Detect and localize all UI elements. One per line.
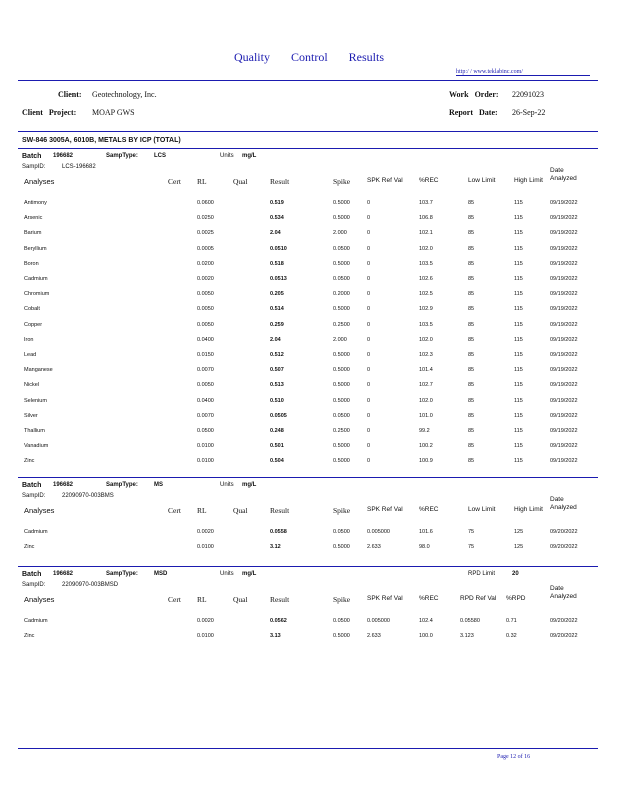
table-cell-rpd: 0.32	[506, 633, 517, 639]
units-label: Units	[220, 571, 234, 577]
column-header-date: Date	[550, 167, 564, 174]
project-value: MOAP GWS	[92, 108, 135, 117]
table-cell-rpd-ref-val: 3.123	[460, 633, 474, 639]
table-cell-spike: 0.5000	[333, 352, 350, 358]
column-header-rec: %REC	[419, 506, 439, 513]
sampid-value: LCS-196682	[62, 164, 96, 170]
table-cell-rl: 0.0250	[197, 215, 214, 222]
table-cell-result: 0.514	[270, 306, 284, 313]
table-cell-spike: 0.0500	[333, 412, 350, 419]
table-cell-spike: 0.2500	[333, 321, 350, 328]
table-cell-spike: 0.5000	[333, 215, 350, 222]
column-header-cert: Cert	[168, 177, 181, 186]
table-cell-result: 3.13	[270, 633, 281, 639]
column-header-analyses: Analyses	[24, 506, 55, 515]
table-cell-result: 2.04	[270, 336, 281, 343]
table-cell-low-limit: 85	[468, 260, 475, 267]
column-header-rl: RL	[197, 506, 207, 515]
table-cell-spk-ref-val: 0	[367, 230, 371, 237]
table-cell-date-analyzed: 09/19/2022	[550, 260, 578, 267]
table-cell-rl: 0.0050	[197, 382, 214, 389]
table-cell-spk-ref-val: 0	[367, 291, 371, 298]
table-cell-rec: 102.3	[419, 352, 433, 358]
divider	[18, 131, 598, 132]
table-cell-low-limit: 85	[468, 397, 475, 404]
table-cell-low-limit: 75	[468, 544, 475, 550]
table-cell-spk-ref-val: 0	[367, 306, 371, 313]
table-cell-analyte: Cobalt	[24, 306, 40, 313]
table-cell-result: 2.04	[270, 230, 281, 237]
samptype-value: MSD	[154, 571, 168, 577]
samptype-label: SampType:	[106, 153, 138, 159]
column-header-date: Date	[550, 496, 564, 503]
table-cell-high-limit: 115	[514, 245, 523, 252]
rpd-limit-label: RPD Limit	[468, 571, 496, 577]
table-cell-spike: 2.000	[333, 336, 347, 343]
table-cell-analyte: Barium	[24, 230, 42, 237]
table-cell-spike: 0.5000	[333, 200, 350, 206]
table-cell-date-analyzed: 09/20/2022	[550, 544, 578, 550]
table-cell-result: 0.0562	[270, 618, 287, 624]
table-cell-low-limit: 85	[468, 245, 475, 252]
divider	[18, 748, 598, 749]
table-cell-low-limit: 85	[468, 352, 475, 358]
table-cell-analyte: Vanadium	[24, 443, 49, 450]
column-header-analyzed: Analyzed	[550, 593, 577, 600]
table-cell-spk-ref-val: 0.005000	[367, 529, 390, 535]
table-cell-date-analyzed: 09/19/2022	[550, 230, 578, 237]
table-cell-rec: 101.6	[419, 529, 433, 535]
column-header-rl: RL	[197, 177, 207, 186]
column-header-result: Result	[270, 595, 290, 604]
table-cell-analyte: Zinc	[24, 458, 35, 465]
table-cell-low-limit: 85	[468, 291, 475, 298]
column-header-spk-ref-val: SPK Ref Val	[367, 595, 403, 602]
samptype-value: LCS	[154, 153, 166, 159]
table-cell-date-analyzed: 09/19/2022	[550, 336, 578, 343]
table-cell-spike: 0.2500	[333, 428, 350, 434]
title-word: Results	[348, 50, 384, 64]
table-cell-low-limit: 85	[468, 276, 475, 282]
table-cell-rpd-ref-val: 0.05580	[460, 618, 480, 624]
table-cell-result: 0.519	[270, 200, 284, 206]
column-header-rpd: %RPD	[506, 595, 526, 602]
table-cell-date-analyzed: 09/19/2022	[550, 306, 578, 313]
table-cell-high-limit: 115	[514, 276, 523, 282]
table-cell-high-limit: 125	[514, 529, 524, 535]
table-cell-high-limit: 125	[514, 544, 524, 550]
table-cell-spk-ref-val: 0	[367, 215, 371, 222]
table-cell-high-limit: 115	[514, 230, 523, 237]
work-order-value: 22091023	[512, 90, 544, 99]
table-cell-analyte: Chromium	[24, 291, 50, 298]
table-cell-result: 0.518	[270, 260, 284, 267]
column-header-analyzed: Analyzed	[550, 175, 577, 182]
column-header-result: Result	[270, 506, 290, 515]
column-header-analyses: Analyses	[24, 595, 55, 604]
column-header-spike: Spike	[333, 506, 351, 515]
table-cell-high-limit: 115	[514, 260, 523, 267]
table-cell-date-analyzed: 09/19/2022	[550, 412, 578, 419]
table-cell-rec: 106.8	[419, 215, 433, 222]
table-cell-result: 0.259	[270, 321, 284, 328]
units-value: mg/L	[242, 571, 257, 577]
table-cell-high-limit: 115	[514, 200, 523, 206]
table-cell-rec: 103.5	[419, 260, 433, 267]
table-cell-high-limit: 115	[514, 382, 523, 389]
column-header-spike: Spike	[333, 595, 351, 604]
table-cell-rpd: 0.71	[506, 618, 517, 624]
table-cell-spike: 0.5000	[333, 443, 350, 450]
sampid-label: SampID:	[22, 493, 46, 499]
table-cell-rl: 0.0100	[197, 633, 214, 639]
table-cell-date-analyzed: 09/19/2022	[550, 276, 578, 282]
table-cell-low-limit: 85	[468, 200, 475, 206]
table-cell-result: 0.0558	[270, 529, 287, 535]
table-cell-high-limit: 115	[514, 306, 523, 313]
table-cell-rl: 0.0020	[197, 276, 214, 282]
samptype-label: SampType:	[106, 571, 138, 577]
divider	[18, 80, 598, 81]
table-cell-date-analyzed: 09/19/2022	[550, 321, 578, 328]
table-cell-low-limit: 85	[468, 443, 475, 450]
table-cell-analyte: Cadmium	[24, 618, 48, 624]
table-cell-high-limit: 115	[514, 352, 523, 358]
table-cell-spk-ref-val: 0	[367, 458, 371, 465]
table-cell-analyte: Beryllium	[24, 245, 47, 252]
table-cell-analyte: Cadmium	[24, 276, 48, 282]
table-cell-rl: 0.0025	[197, 230, 214, 237]
column-header-cert: Cert	[168, 595, 181, 604]
table-cell-low-limit: 75	[468, 529, 475, 535]
table-cell-result: 3.12	[270, 544, 281, 550]
table-cell-result: 0.501	[270, 443, 284, 450]
table-cell-date-analyzed: 09/19/2022	[550, 200, 578, 206]
title-word: Control	[290, 50, 328, 64]
table-cell-spike: 0.2000	[333, 291, 350, 298]
sampid-value: 22090970-003BMS	[62, 493, 114, 499]
table-cell-date-analyzed: 09/20/2022	[550, 529, 578, 535]
samptype-label: SampType:	[106, 482, 138, 488]
table-cell-date-analyzed: 09/19/2022	[550, 245, 578, 252]
divider	[18, 148, 598, 149]
table-cell-spike: 0.5000	[333, 260, 350, 267]
table-cell-spk-ref-val: 0	[367, 443, 371, 450]
table-cell-high-limit: 115	[514, 412, 523, 419]
table-cell-spk-ref-val: 0	[367, 245, 371, 252]
table-cell-high-limit: 115	[514, 367, 523, 374]
column-header-qual: Qual	[233, 595, 248, 604]
column-header-low-limit: Low Limit	[468, 506, 496, 513]
units-value: mg/L	[242, 482, 257, 488]
table-cell-rec: 100.0	[419, 633, 433, 639]
column-header-spike: Spike	[333, 177, 351, 186]
table-cell-spk-ref-val: 0	[367, 321, 371, 328]
sampid-label: SampID:	[22, 582, 46, 588]
table-cell-date-analyzed: 09/19/2022	[550, 382, 578, 389]
table-cell-low-limit: 85	[468, 230, 475, 237]
table-cell-rl: 0.0100	[197, 443, 214, 450]
table-cell-analyte: Cadmium	[24, 529, 48, 535]
table-cell-rl: 0.0050	[197, 306, 214, 313]
table-cell-date-analyzed: 09/19/2022	[550, 397, 578, 404]
table-cell-result: 0.0505	[270, 412, 287, 419]
table-cell-high-limit: 115	[514, 291, 523, 298]
report-date-label: Report Date:	[449, 108, 498, 117]
page-number: Page 12 of 16	[497, 754, 531, 760]
rpd-limit-value: 20	[512, 571, 519, 577]
table-cell-spk-ref-val: 0	[367, 412, 371, 419]
sampid-label: SampID:	[22, 164, 46, 170]
table-cell-spk-ref-val: 0	[367, 260, 371, 267]
table-cell-spk-ref-val: 0.005000	[367, 618, 390, 624]
batch-label: Batch	[22, 153, 42, 160]
column-header-date: Date	[550, 585, 564, 592]
client-label: Client:	[58, 90, 82, 99]
table-cell-result: 0.0513	[270, 276, 287, 282]
table-cell-rl: 0.0200	[197, 260, 214, 267]
report-title	[0, 50, 618, 65]
table-cell-spike: 0.0500	[333, 529, 350, 535]
table-cell-high-limit: 115	[514, 321, 523, 328]
table-cell-spk-ref-val: 0	[367, 382, 371, 389]
table-cell-spike: 2.000	[333, 230, 347, 237]
table-cell-high-limit: 115	[514, 443, 523, 450]
table-cell-spk-ref-val: 0	[367, 397, 371, 404]
table-cell-result: 0.510	[270, 397, 284, 404]
table-cell-analyte: Silver	[24, 412, 38, 419]
table-cell-spk-ref-val: 2.633	[367, 633, 381, 639]
sampid-value: 22090970-003BMSD	[62, 582, 119, 588]
table-cell-date-analyzed: 09/19/2022	[550, 443, 578, 450]
table-cell-low-limit: 85	[468, 428, 475, 434]
table-cell-analyte: Copper	[24, 321, 43, 328]
table-cell-rec: 102.6	[419, 276, 433, 282]
column-header-qual: Qual	[233, 177, 248, 186]
table-cell-low-limit: 85	[468, 412, 475, 419]
table-cell-date-analyzed: 09/20/2022	[550, 633, 578, 639]
table-cell-spike: 0.5000	[333, 544, 350, 550]
table-cell-high-limit: 115	[514, 215, 523, 222]
table-cell-spike: 0.5000	[333, 382, 350, 389]
table-cell-spk-ref-val: 0	[367, 428, 371, 434]
table-cell-rec: 98.0	[419, 544, 430, 550]
column-header-analyses: Analyses	[24, 177, 55, 186]
table-cell-high-limit: 115	[514, 397, 523, 404]
column-header-spk-ref-val: SPK Ref Val	[367, 506, 403, 513]
table-cell-high-limit: 115	[514, 428, 523, 434]
batch-label: Batch	[22, 482, 42, 489]
table-cell-rec: 102.1	[419, 230, 433, 237]
table-cell-rl: 0.0050	[197, 321, 214, 328]
table-cell-analyte: Lead	[24, 352, 37, 358]
table-cell-spike: 0.0500	[333, 618, 350, 624]
table-cell-low-limit: 85	[468, 215, 475, 222]
table-cell-analyte: Manganese	[24, 367, 53, 374]
table-cell-low-limit: 85	[468, 458, 475, 465]
table-cell-result: 0.513	[270, 382, 284, 389]
table-cell-result: 0.248	[270, 428, 284, 434]
table-cell-rec: 102.0	[419, 336, 433, 343]
table-cell-analyte: Nickel	[24, 382, 39, 389]
table-cell-spk-ref-val: 0	[367, 352, 371, 358]
table-cell-analyte: Thallium	[24, 428, 45, 434]
work-order-label: Work Order:	[449, 90, 499, 99]
table-cell-date-analyzed: 09/19/2022	[550, 458, 578, 465]
table-cell-result: 0.507	[270, 367, 284, 374]
table-cell-result: 0.534	[270, 215, 284, 222]
column-header-result: Result	[270, 177, 290, 186]
table-cell-rec: 102.7	[419, 382, 433, 389]
report-date-value: 26-Sep-22	[512, 108, 546, 117]
table-cell-result: 0.205	[270, 291, 284, 298]
table-cell-spk-ref-val: 0	[367, 367, 371, 374]
table-cell-rec: 100.9	[419, 458, 433, 465]
table-cell-rec: 99.2	[419, 428, 430, 434]
table-cell-analyte: Selenium	[24, 397, 47, 404]
table-cell-analyte: Zinc	[24, 544, 35, 550]
title-word: Quality	[233, 50, 270, 64]
table-cell-rl: 0.0050	[197, 291, 214, 298]
table-cell-spike: 0.5000	[333, 306, 350, 313]
table-cell-rec: 103.7	[419, 200, 433, 206]
column-header-qual: Qual	[233, 506, 248, 515]
column-header-high-limit: High Limit	[514, 506, 543, 513]
units-label: Units	[220, 482, 234, 488]
table-cell-date-analyzed: 09/19/2022	[550, 367, 578, 374]
table-cell-spike: 0.5000	[333, 458, 350, 465]
table-cell-rl: 0.0005	[197, 245, 214, 252]
table-cell-spk-ref-val: 0	[367, 276, 371, 282]
batch-label: Batch	[22, 571, 42, 578]
table-cell-low-limit: 85	[468, 336, 475, 343]
column-header-rl: RL	[197, 595, 207, 604]
table-cell-rec: 102.0	[419, 245, 433, 252]
table-cell-rec: 102.5	[419, 291, 433, 298]
table-cell-spk-ref-val: 0	[367, 336, 371, 343]
table-cell-rl: 0.0070	[197, 412, 214, 419]
table-cell-analyte: Arsenic	[24, 215, 43, 222]
table-cell-low-limit: 85	[468, 321, 475, 328]
table-cell-low-limit: 85	[468, 367, 475, 374]
table-cell-analyte: Iron	[24, 336, 34, 343]
table-cell-rec: 101.4	[419, 367, 433, 374]
table-cell-rec: 102.4	[419, 618, 433, 624]
table-cell-rl: 0.0500	[197, 428, 214, 434]
column-header-rec: %REC	[419, 595, 439, 602]
table-cell-rl: 0.0150	[197, 352, 214, 358]
table-cell-analyte: Boron	[24, 260, 39, 267]
table-cell-rec: 100.2	[419, 443, 433, 450]
table-cell-spk-ref-val: 0	[367, 200, 371, 206]
table-cell-rl: 0.0600	[197, 200, 214, 206]
table-cell-rl: 0.0100	[197, 458, 214, 465]
table-cell-rl: 0.0020	[197, 529, 214, 535]
batch-number: 196682	[53, 571, 74, 577]
table-cell-spike: 0.5000	[333, 367, 350, 374]
column-header-low-limit: Low Limit	[468, 177, 496, 184]
table-cell-spike: 0.0500	[333, 245, 350, 252]
table-cell-rec: 102.0	[419, 397, 433, 404]
batch-number: 196682	[53, 153, 74, 159]
units-value: mg/L	[242, 153, 257, 159]
table-cell-rl: 0.0100	[197, 544, 214, 550]
column-header-rpd-ref-val: RPD Ref Val	[460, 595, 497, 602]
table-cell-high-limit: 115	[514, 336, 523, 343]
table-cell-rec: 102.9	[419, 306, 433, 313]
table-cell-rl: 0.0400	[197, 336, 214, 343]
column-header-high-limit: High Limit	[514, 177, 543, 184]
units-label: Units	[220, 153, 234, 159]
table-cell-result: 0.504	[270, 458, 284, 465]
table-cell-spike: 0.5000	[333, 397, 350, 404]
table-cell-rec: 103.5	[419, 321, 433, 328]
column-header-analyzed: Analyzed	[550, 504, 577, 511]
column-header-spk-ref-val: SPK Ref Val	[367, 177, 403, 184]
table-cell-analyte: Zinc	[24, 633, 35, 639]
batch-number: 196682	[53, 482, 74, 488]
lab-website-link[interactable]: http:/ / www.teklabinc.com/	[456, 69, 590, 76]
table-cell-spike: 0.0500	[333, 276, 350, 282]
section-title: SW-846 3005A, 6010B, METALS BY ICP (TOTAL)	[22, 137, 181, 144]
table-cell-result: 0.512	[270, 352, 284, 358]
column-header-cert: Cert	[168, 506, 181, 515]
table-cell-rec: 101.0	[419, 412, 433, 419]
table-cell-date-analyzed: 09/20/2022	[550, 618, 578, 624]
table-cell-low-limit: 85	[468, 306, 475, 313]
table-cell-low-limit: 85	[468, 382, 475, 389]
table-cell-date-analyzed: 09/19/2022	[550, 428, 578, 434]
table-cell-result: 0.0510	[270, 245, 287, 252]
table-cell-analyte: Antimony	[24, 200, 47, 206]
table-cell-rl: 0.0020	[197, 618, 214, 624]
divider	[18, 477, 598, 478]
client-value: Geotechnology, Inc.	[92, 90, 157, 99]
table-cell-date-analyzed: 09/19/2022	[550, 352, 578, 358]
table-cell-date-analyzed: 09/19/2022	[550, 291, 578, 298]
samptype-value: MS	[154, 482, 163, 488]
table-cell-spike: 0.5000	[333, 633, 350, 639]
column-header-rec: %REC	[419, 177, 439, 184]
table-cell-spk-ref-val: 2.633	[367, 544, 381, 550]
divider	[18, 566, 598, 567]
project-label: Client Project:	[22, 108, 77, 117]
table-cell-rl: 0.0400	[197, 397, 214, 404]
table-cell-high-limit: 115	[514, 458, 523, 465]
table-cell-rl: 0.0070	[197, 367, 214, 374]
table-cell-date-analyzed: 09/19/2022	[550, 215, 578, 222]
